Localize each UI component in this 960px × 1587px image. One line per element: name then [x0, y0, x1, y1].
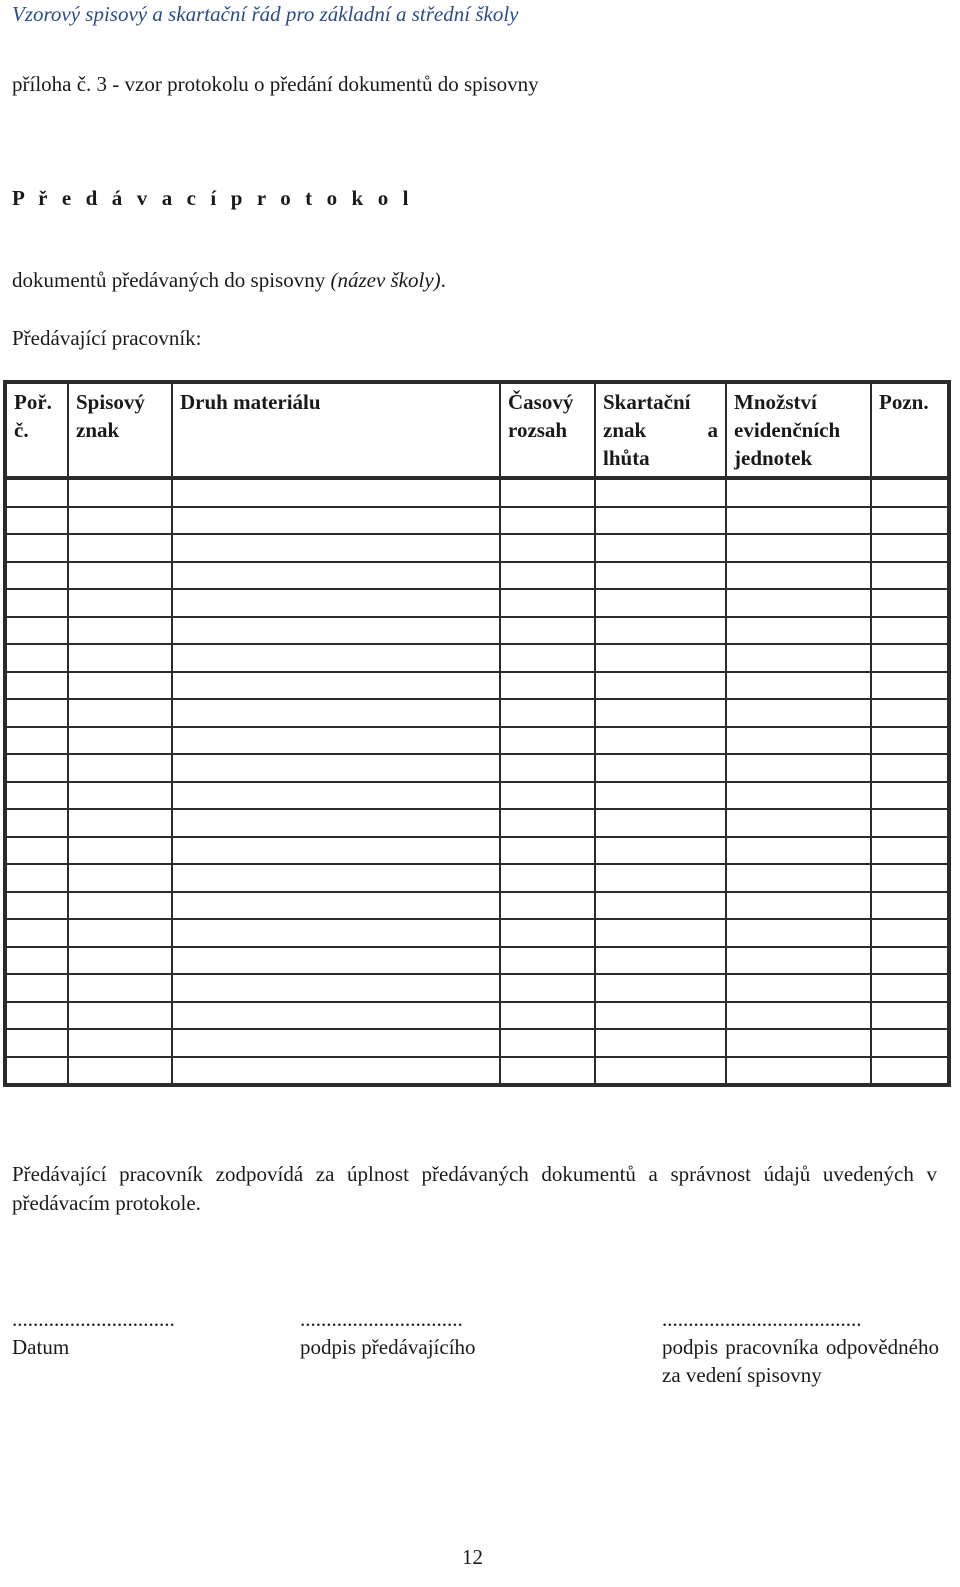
signature-handover — [300, 1305, 476, 1361]
col-header-line: Pozn. — [879, 390, 929, 414]
table-cell — [726, 478, 871, 507]
table-cell — [5, 974, 68, 1002]
table-cell — [871, 919, 949, 947]
table-cell — [172, 617, 500, 645]
table-cell — [595, 562, 726, 590]
table-cell — [172, 507, 500, 535]
table-cell — [172, 644, 500, 672]
table-row — [5, 809, 949, 837]
table-cell — [726, 919, 871, 947]
col-header-line: znak — [76, 418, 120, 442]
col-header-line: č. — [14, 418, 29, 442]
table-cell — [5, 864, 68, 892]
table-cell — [595, 727, 726, 755]
table-cell — [5, 478, 68, 507]
table-cell — [68, 534, 172, 562]
document-title: P ř e d á v a c í p r o t o k o l — [12, 186, 414, 210]
col-header-line: Časový — [508, 390, 574, 414]
table-cell — [871, 672, 949, 700]
table-cell — [726, 1029, 871, 1057]
table-cell — [500, 782, 595, 810]
table-cell — [500, 837, 595, 865]
table-cell — [871, 1029, 949, 1057]
col-header-line: Množství — [734, 390, 817, 414]
table-cell — [871, 727, 949, 755]
table-cell — [5, 727, 68, 755]
table-cell — [5, 782, 68, 810]
table-row — [5, 699, 949, 727]
table-cell — [726, 947, 871, 975]
table-cell — [68, 809, 172, 837]
table-cell — [871, 754, 949, 782]
table-cell — [5, 589, 68, 617]
table-cell — [871, 892, 949, 920]
table-cell — [172, 837, 500, 865]
table-cell — [172, 589, 500, 617]
table-row — [5, 947, 949, 975]
signature-archive-worker — [662, 1305, 939, 1389]
document-header: Vzorový spisový a skartační řád pro základní a střední školy — [12, 2, 519, 26]
table-cell — [68, 892, 172, 920]
handover-table — [3, 380, 951, 1087]
table-row — [5, 672, 949, 700]
table-cell — [68, 974, 172, 1002]
col-header-line: lhůta — [603, 446, 650, 470]
table-cell — [500, 534, 595, 562]
table-cell — [871, 644, 949, 672]
table-cell — [595, 782, 726, 810]
col-header-line: rozsah — [508, 418, 568, 442]
col-header-order — [5, 382, 68, 478]
table-cell — [68, 919, 172, 947]
table-cell — [726, 1057, 871, 1086]
col-header-line: Poř. — [14, 390, 52, 414]
col-header-time-range — [500, 382, 595, 478]
note-text: Předávající pracovník zodpovídá za úplnost předávaných dokumentů a správnost údajů uvedených v předávacím protokole. — [12, 1162, 937, 1215]
table-cell — [726, 809, 871, 837]
table-cell — [68, 589, 172, 617]
table-cell — [500, 947, 595, 975]
table-cell — [5, 644, 68, 672]
table-cell — [595, 478, 726, 507]
table-cell — [5, 1057, 68, 1086]
table-cell — [5, 1029, 68, 1057]
table-cell — [595, 534, 726, 562]
table-cell — [5, 892, 68, 920]
table-cell — [5, 947, 68, 975]
col-header-note — [871, 382, 949, 478]
table-cell — [172, 699, 500, 727]
table-row — [5, 864, 949, 892]
col-header-line: jednotek — [734, 446, 813, 470]
table-cell — [68, 507, 172, 535]
table-row — [5, 1057, 949, 1086]
table-cell — [68, 947, 172, 975]
table-cell — [726, 837, 871, 865]
table-cell — [172, 754, 500, 782]
table-row — [5, 782, 949, 810]
table-cell — [726, 727, 871, 755]
table-cell — [726, 754, 871, 782]
table-cell — [5, 837, 68, 865]
table-cell — [500, 919, 595, 947]
table-cell — [5, 534, 68, 562]
table-cell — [172, 1057, 500, 1086]
table-cell — [68, 617, 172, 645]
table-cell — [726, 507, 871, 535]
table-cell — [68, 864, 172, 892]
col-header-line: Druh materiálu — [180, 390, 321, 414]
table-cell — [172, 782, 500, 810]
col-header-line: Skartační — [603, 390, 691, 414]
table-cell — [500, 507, 595, 535]
table-row — [5, 974, 949, 1002]
archive-signature-label: podpis pracovníka odpovědného za vedení spisovny — [662, 1335, 939, 1387]
table-cell — [595, 809, 726, 837]
table-cell — [5, 1002, 68, 1030]
col-header-line: Spisový — [76, 390, 145, 414]
table-cell — [68, 699, 172, 727]
table-row — [5, 562, 949, 590]
table-cell — [726, 562, 871, 590]
table-cell — [871, 534, 949, 562]
subtitle-text: dokumentů předávaných do spisovny — [12, 268, 331, 292]
table-cell — [726, 617, 871, 645]
table-cell — [500, 672, 595, 700]
table-cell — [726, 782, 871, 810]
archive-signature-line: ...................................... — [662, 1307, 862, 1331]
table-cell — [726, 974, 871, 1002]
table-cell — [500, 644, 595, 672]
table-cell — [5, 809, 68, 837]
table-cell — [5, 754, 68, 782]
table-cell — [595, 617, 726, 645]
table-cell — [172, 892, 500, 920]
table-cell — [726, 892, 871, 920]
table-row — [5, 534, 949, 562]
table-row — [5, 892, 949, 920]
table-cell — [68, 1029, 172, 1057]
table-cell — [500, 478, 595, 507]
table-cell — [871, 507, 949, 535]
table-cell — [5, 672, 68, 700]
table-cell — [500, 1002, 595, 1030]
table-cell — [871, 809, 949, 837]
table-cell — [500, 1029, 595, 1057]
table-cell — [871, 974, 949, 1002]
table-cell — [726, 644, 871, 672]
table-cell — [172, 864, 500, 892]
col-header-shredding-mark — [595, 382, 726, 478]
table-row — [5, 617, 949, 645]
table-cell — [172, 947, 500, 975]
table-cell — [68, 837, 172, 865]
subtitle-school-name: (název školy) — [330, 268, 441, 292]
table-cell — [871, 837, 949, 865]
table-cell — [871, 782, 949, 810]
col-header-quantity — [726, 382, 871, 478]
table-cell — [68, 1057, 172, 1086]
table-cell — [500, 562, 595, 590]
table-row — [5, 644, 949, 672]
col-header-material-type — [172, 382, 500, 478]
table-cell — [172, 1002, 500, 1030]
table-cell — [172, 478, 500, 507]
table-cell — [500, 727, 595, 755]
table-cell — [871, 1057, 949, 1086]
table-cell — [726, 864, 871, 892]
table-cell — [595, 507, 726, 535]
table-row — [5, 1002, 949, 1030]
document-subtitle — [12, 268, 446, 293]
table-cell — [726, 534, 871, 562]
table-cell — [5, 617, 68, 645]
col-header-line: znak a — [603, 418, 718, 442]
table-row — [5, 837, 949, 865]
table-cell — [172, 727, 500, 755]
handover-worker-label: Předávající pracovník: — [12, 326, 202, 350]
table-cell — [500, 1057, 595, 1086]
table-cell — [871, 562, 949, 590]
table-cell — [595, 892, 726, 920]
table-cell — [172, 672, 500, 700]
table-row — [5, 507, 949, 535]
responsibility-note — [12, 1160, 937, 1218]
table-row — [5, 727, 949, 755]
handover-signature-label: podpis předávajícího — [300, 1335, 476, 1359]
table-cell — [595, 919, 726, 947]
table-cell — [68, 562, 172, 590]
table-cell — [595, 837, 726, 865]
table-cell — [595, 644, 726, 672]
table-cell — [172, 1029, 500, 1057]
table-cell — [5, 699, 68, 727]
table-cell — [68, 1002, 172, 1030]
table-cell — [595, 864, 726, 892]
handover-signature-line: ............................... — [300, 1307, 463, 1331]
table-cell — [595, 672, 726, 700]
table-header-row — [5, 382, 949, 478]
table-cell — [871, 617, 949, 645]
table-row — [5, 478, 949, 507]
annex-label: příloha č. 3 - vzor protokolu o předání dokumentů do spisovny — [12, 72, 539, 96]
table-cell — [500, 699, 595, 727]
table-cell — [726, 672, 871, 700]
table-cell — [595, 974, 726, 1002]
table-cell — [726, 1002, 871, 1030]
table-cell — [68, 782, 172, 810]
table-cell — [500, 589, 595, 617]
table-cell — [172, 534, 500, 562]
page-number: 12 — [462, 1545, 483, 1569]
table-cell — [871, 864, 949, 892]
table-row — [5, 1029, 949, 1057]
table-cell — [595, 589, 726, 617]
table-cell — [871, 699, 949, 727]
table-row — [5, 919, 949, 947]
table-cell — [172, 919, 500, 947]
table-cell — [726, 589, 871, 617]
table-cell — [500, 754, 595, 782]
table-cell — [871, 589, 949, 617]
table-cell — [5, 919, 68, 947]
table-cell — [172, 809, 500, 837]
table-cell — [68, 478, 172, 507]
col-header-file-mark — [68, 382, 172, 478]
table-cell — [172, 974, 500, 1002]
table-cell — [595, 947, 726, 975]
table-cell — [500, 892, 595, 920]
table-cell — [172, 562, 500, 590]
table-cell — [871, 1002, 949, 1030]
table-row — [5, 589, 949, 617]
date-blank-line: ............................... — [12, 1307, 175, 1331]
table-cell — [500, 974, 595, 1002]
table-cell — [595, 699, 726, 727]
table-cell — [5, 507, 68, 535]
table-row — [5, 754, 949, 782]
table-cell — [68, 644, 172, 672]
col-header-line: evidenčních — [734, 418, 841, 442]
table-cell — [500, 864, 595, 892]
signature-date — [12, 1305, 175, 1361]
table-cell — [500, 617, 595, 645]
table-cell — [595, 1057, 726, 1086]
table-cell — [68, 754, 172, 782]
table-cell — [500, 809, 595, 837]
table-cell — [595, 1002, 726, 1030]
table-cell — [871, 947, 949, 975]
subtitle-end: . — [440, 268, 446, 292]
table-cell — [726, 699, 871, 727]
table-cell — [871, 478, 949, 507]
table-cell — [595, 754, 726, 782]
table-cell — [68, 672, 172, 700]
date-label: Datum — [12, 1335, 70, 1359]
table-cell — [595, 1029, 726, 1057]
table-body — [5, 478, 949, 1085]
table-cell — [68, 727, 172, 755]
table-cell — [5, 562, 68, 590]
